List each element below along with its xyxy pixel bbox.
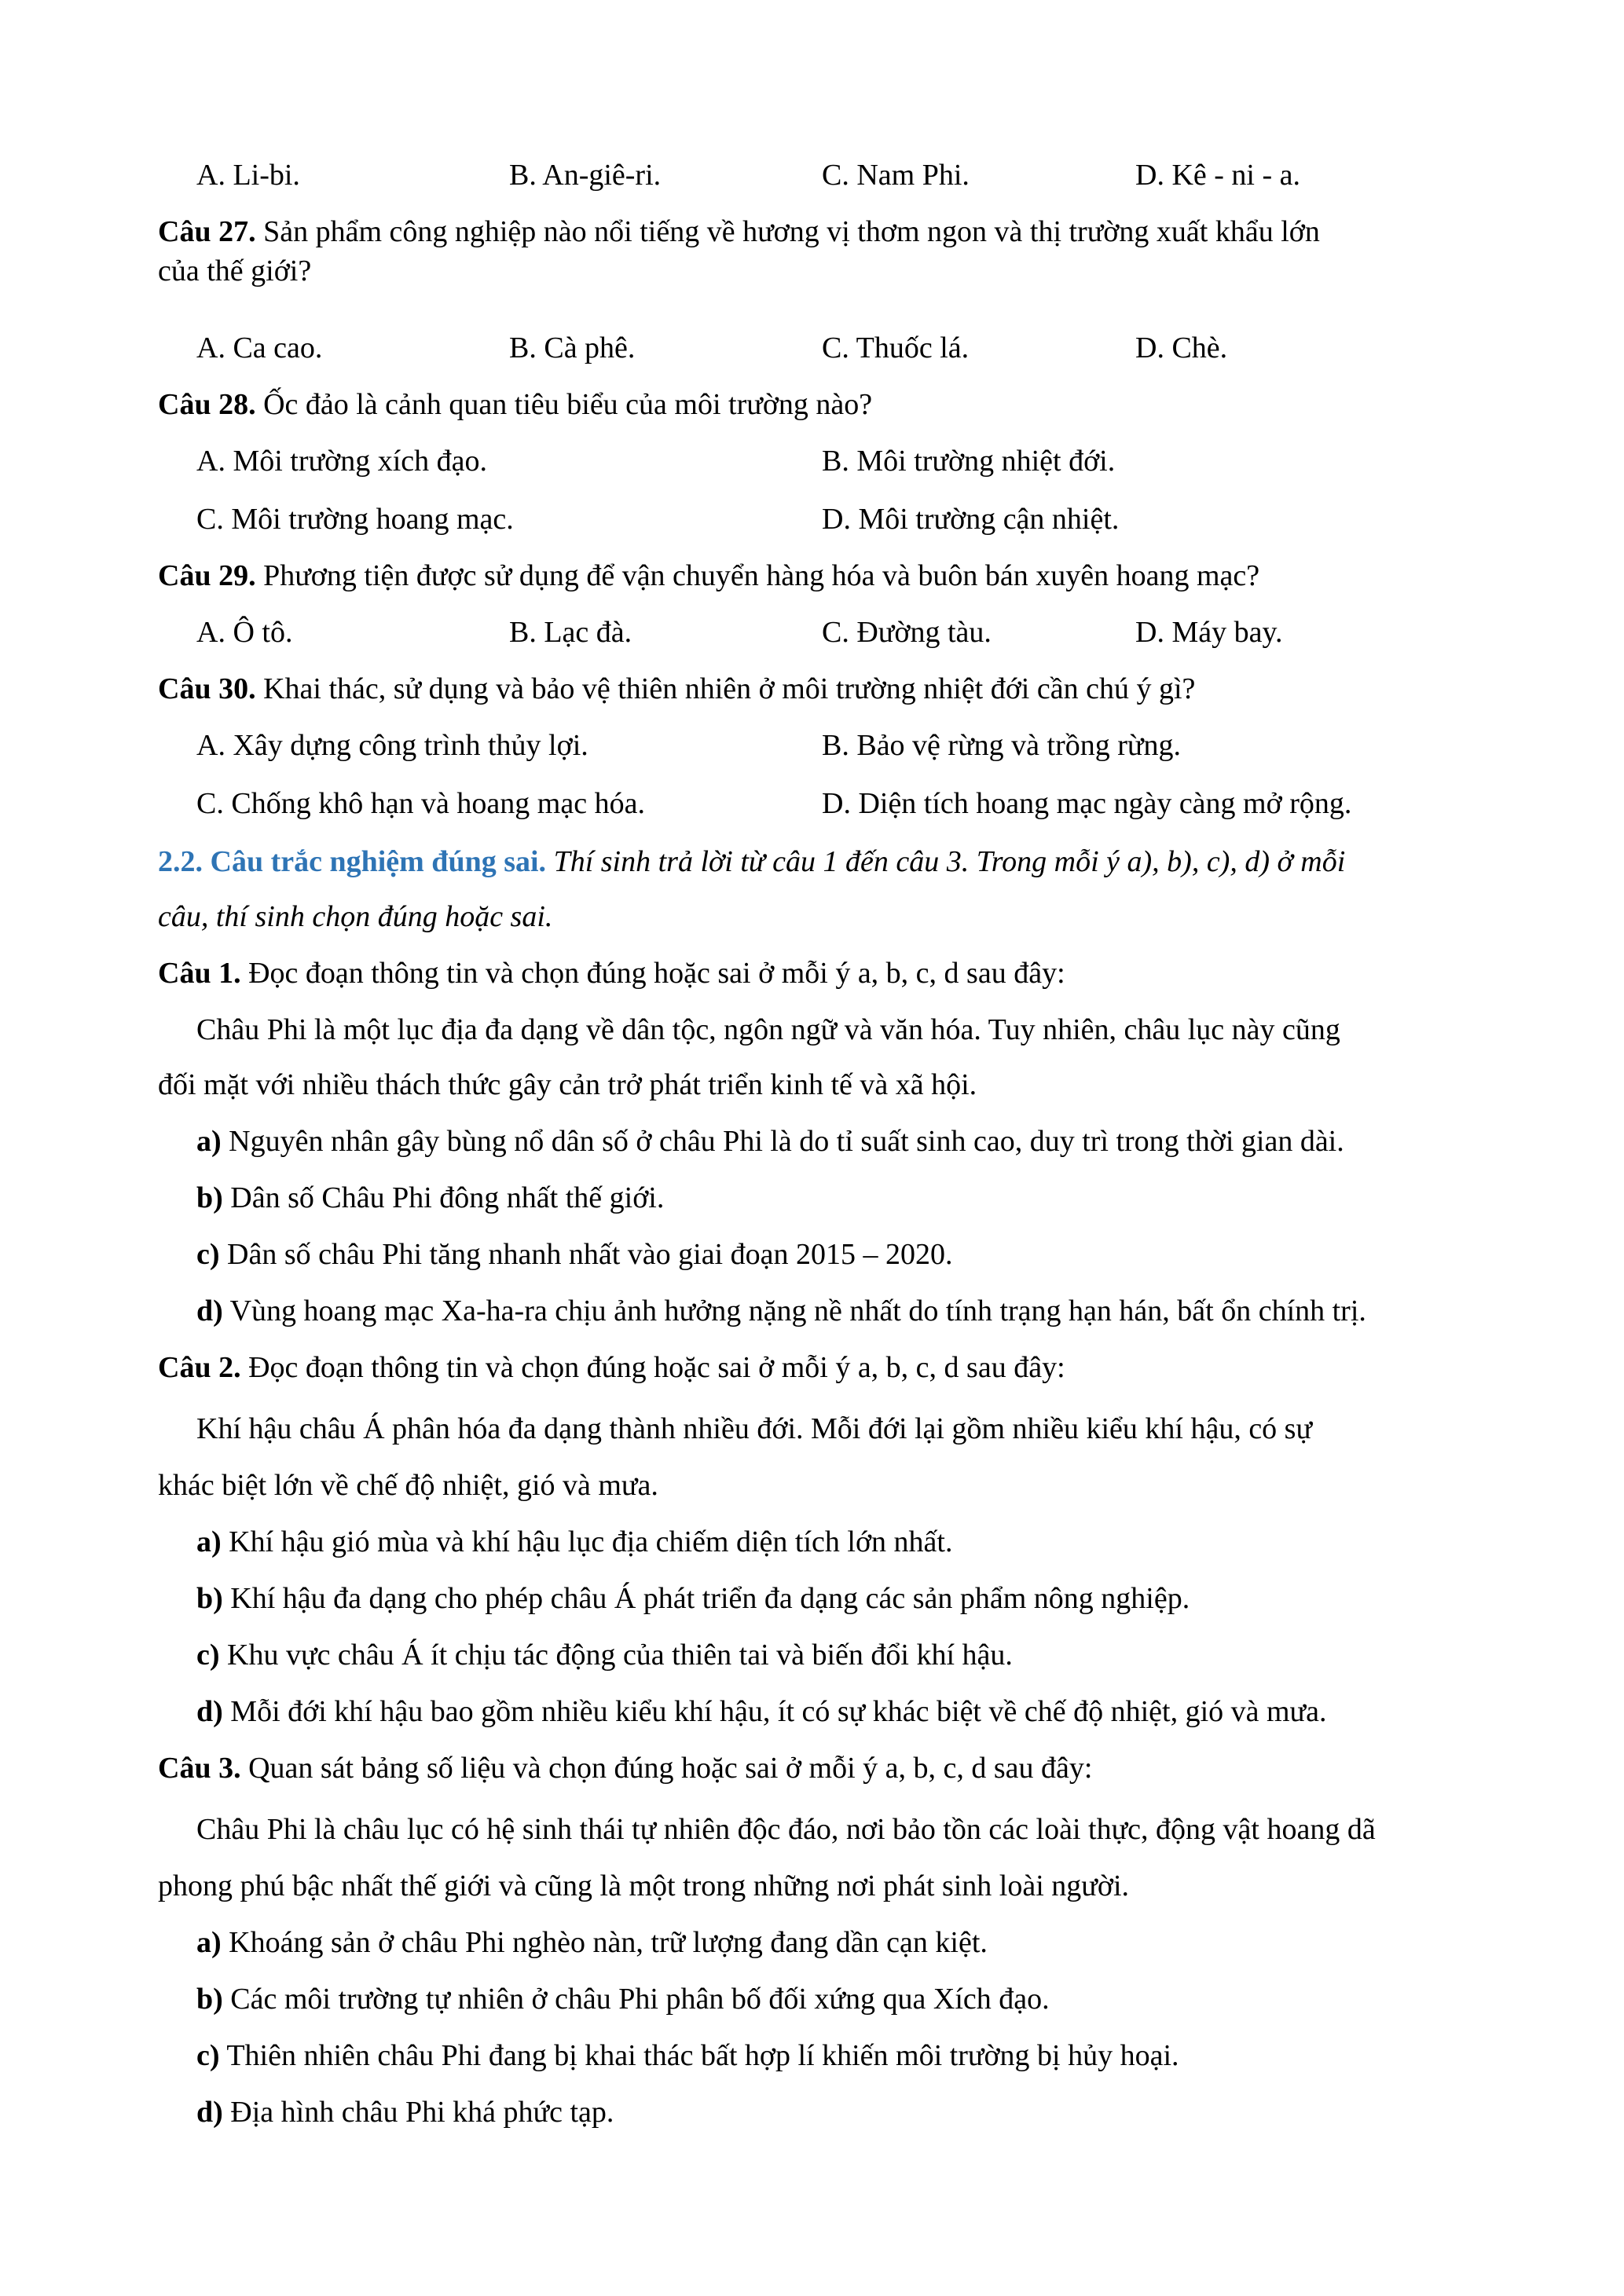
tf3-item-a (196, 1923, 1624, 1962)
q30-text (158, 669, 1624, 709)
q28-question: Ốc đảo là cảnh quan tiêu biểu của môi trường nào? (255, 388, 873, 421)
tf1-number: Câu 1. (158, 957, 241, 990)
q27-text (158, 212, 1624, 251)
tf1-item-a-text: Nguyên nhân gây bùng nổ dân số ở châu Phi là do tỉ suất sinh cao, duy trì trong thời gian dài. (221, 1125, 1344, 1158)
tf3-item-d-text: Địa hình châu Phi khá phức tạp. (222, 2096, 614, 2129)
q30-number: Câu 30. (158, 672, 256, 705)
tf2-item-c (196, 1635, 1624, 1675)
q27-option-c: C. Thuốc lá. (822, 331, 970, 364)
tf3-item-a-text: Khoáng sản ở châu Phi nghèo nàn, trữ lượng đang dần cạn kiệt. (221, 1926, 988, 1959)
tf2-item-c-text: Khu vực châu Á ít chịu tác động của thiên tai và biến đổi khí hậu. (219, 1639, 1013, 1672)
tf2-item-c-label: c) (196, 1639, 220, 1672)
section-heading (158, 842, 1624, 881)
q27-text-line2: của thế giới? (158, 255, 312, 287)
q29-option-c: C. Đường tàu. (822, 616, 992, 649)
q30-option-d: D. Diện tích hoang mạc ngày càng mở rộng. (822, 787, 1352, 820)
tf2-paragraph-line1: Khí hậu châu Á phân hóa đa dạng thành nhiều đới. Mỗi đới lại gồm nhiều kiểu khí hậu, có sự (196, 1412, 1313, 1445)
tf1-item-b-text: Dân số Châu Phi đông nhất thế giới. (222, 1181, 665, 1214)
tf2-item-a (196, 1522, 1624, 1562)
q27-option-a: A. Ca cao. (196, 331, 323, 364)
tf1-item-a-label: a) (196, 1125, 222, 1158)
q28-option-c: C. Môi trường hoang mạc. (196, 503, 514, 536)
q29-option-a: A. Ô tô. (196, 616, 293, 649)
q28-option-a: A. Môi trường xích đạo. (196, 445, 487, 478)
tf2-item-b-label: b) (196, 1582, 223, 1615)
section-instructions-line2: câu, thí sinh chọn đúng hoặc sai. (158, 900, 553, 933)
q28-option-d: D. Môi trường cận nhiệt. (822, 503, 1120, 536)
tf1-item-b-label: b) (196, 1181, 223, 1214)
q30-option-a: A. Xây dựng công trình thủy lợi. (196, 729, 588, 762)
tf3-item-c (196, 2036, 1624, 2075)
tf2-prompt (158, 1348, 1624, 1387)
section-instructions-line1: Thí sinh trả lời từ câu 1 đến câu 3. Trong mỗi ý a), b), c), d) ở mỗi (546, 845, 1346, 878)
tf3-number: Câu 3. (158, 1752, 241, 1785)
tf2-item-b (196, 1579, 1624, 1618)
q30-option-c: C. Chống khô hạn và hoang mạc hóa. (196, 787, 645, 820)
tf3-prompt (158, 1749, 1624, 1788)
tf1-item-d-label: d) (196, 1294, 223, 1327)
q29-option-b: B. Lạc đà. (509, 616, 632, 649)
tf1-item-c-label: c) (196, 1238, 220, 1271)
q30-question: Khai thác, sử dụng và bảo vệ thiên nhiên ở môi trường nhiệt đới cần chú ý gì? (255, 672, 1196, 705)
tf1-item-d (196, 1291, 1624, 1331)
q28-text (158, 385, 1624, 424)
tf1-item-b (196, 1178, 1624, 1218)
tf3-item-c-label: c) (196, 2039, 220, 2072)
tf2-item-d-label: d) (196, 1695, 223, 1728)
q27-text-line1: Sản phẩm công nghiệp nào nổi tiếng về hương vị thơm ngon và thị trường xuất khẩu lớn (255, 215, 1320, 248)
q30-option-b: B. Bảo vệ rừng và trồng rừng. (822, 729, 1182, 762)
q26-option-b: B. An-giê-ri. (509, 159, 662, 192)
q26-option-a: A. Li-bi. (196, 159, 300, 192)
tf2-prompt-text: Đọc đoạn thông tin và chọn đúng hoặc sai ở mỗi ý a, b, c, d sau đây: (240, 1351, 1065, 1384)
q27-option-d: D. Chè. (1135, 331, 1228, 364)
q29-number: Câu 29. (158, 559, 256, 592)
tf1-paragraph-line1: Châu Phi là một lục địa đa dạng về dân tộc, ngôn ngữ và văn hóa. Tuy nhiên, châu lục này cũng (196, 1013, 1340, 1046)
q27-number: Câu 27. (158, 215, 256, 248)
tf3-item-b-text: Các môi trường tự nhiên ở châu Phi phân bố đối xứng qua Xích đạo. (222, 1983, 1050, 2016)
q26-option-d: D. Kê - ni - a. (1135, 159, 1300, 192)
tf2-item-b-text: Khí hậu đa dạng cho phép châu Á phát triển đa dạng các sản phẩm nông nghiệp. (222, 1582, 1190, 1615)
q29-text (158, 556, 1624, 595)
q29-option-d: D. Máy bay. (1135, 616, 1283, 649)
q27-option-b: B. Cà phê. (509, 331, 636, 364)
tf3-item-d (196, 2093, 1624, 2132)
tf1-prompt (158, 954, 1624, 993)
tf1-prompt-text: Đọc đoạn thông tin và chọn đúng hoặc sai ở mỗi ý a, b, c, d sau đây: (240, 957, 1065, 990)
tf3-item-a-label: a) (196, 1926, 222, 1959)
tf2-item-d-text: Mỗi đới khí hậu bao gồm nhiều kiểu khí hậu, ít có sự khác biệt về chế độ nhiệt, gió và mưa. (222, 1695, 1327, 1728)
tf3-paragraph-line2: phong phú bậc nhất thế giới và cũng là một trong những nơi phát sinh loài người. (158, 1869, 1130, 1902)
q26-option-c: C. Nam Phi. (822, 159, 970, 192)
tf2-paragraph-line2: khác biệt lớn về chế độ nhiệt, gió và mưa. (158, 1469, 658, 1502)
tf1-paragraph-line2: đối mặt với nhiều thách thức gây cản trở phát triển kinh tế và xã hội. (158, 1068, 977, 1101)
tf1-item-d-text: Vùng hoang mạc Xa-ha-ra chịu ảnh hưởng nặng nề nhất do tính trạng hạn hán, bất ổn chính trị. (222, 1294, 1366, 1327)
tf1-item-c (196, 1235, 1624, 1274)
tf1-item-c-text: Dân số châu Phi tăng nhanh nhất vào giai đoạn 2015 – 2020. (219, 1238, 953, 1271)
tf2-number: Câu 2. (158, 1351, 241, 1384)
tf2-item-a-label: a) (196, 1525, 222, 1558)
tf3-item-b-label: b) (196, 1983, 223, 2016)
tf3-prompt-text: Quan sát bảng số liệu và chọn đúng hoặc sai ở mỗi ý a, b, c, d sau đây: (240, 1752, 1093, 1785)
tf3-paragraph-line1: Châu Phi là châu lục có hệ sinh thái tự nhiên độc đáo, nơi bảo tồn các loài thực, động vật hoang dã (196, 1813, 1376, 1846)
q28-number: Câu 28. (158, 388, 256, 421)
tf3-item-b (196, 1979, 1624, 2019)
q29-question: Phương tiện được sử dụng để vận chuyển hàng hóa và buôn bán xuyên hoang mạc? (255, 559, 1260, 592)
tf1-item-a (196, 1122, 1624, 1161)
tf3-item-c-text: Thiên nhiên châu Phi đang bị khai thác bất hợp lí khiến môi trường bị hủy hoại. (219, 2039, 1179, 2072)
tf2-item-a-text: Khí hậu gió mùa và khí hậu lục địa chiếm diện tích lớn nhất. (221, 1525, 953, 1558)
tf3-item-d-label: d) (196, 2096, 223, 2129)
tf2-item-d (196, 1692, 1624, 1731)
section-title: 2.2. Câu trắc nghiệm đúng sai. (158, 845, 547, 878)
q28-option-b: B. Môi trường nhiệt đới. (822, 445, 1116, 478)
